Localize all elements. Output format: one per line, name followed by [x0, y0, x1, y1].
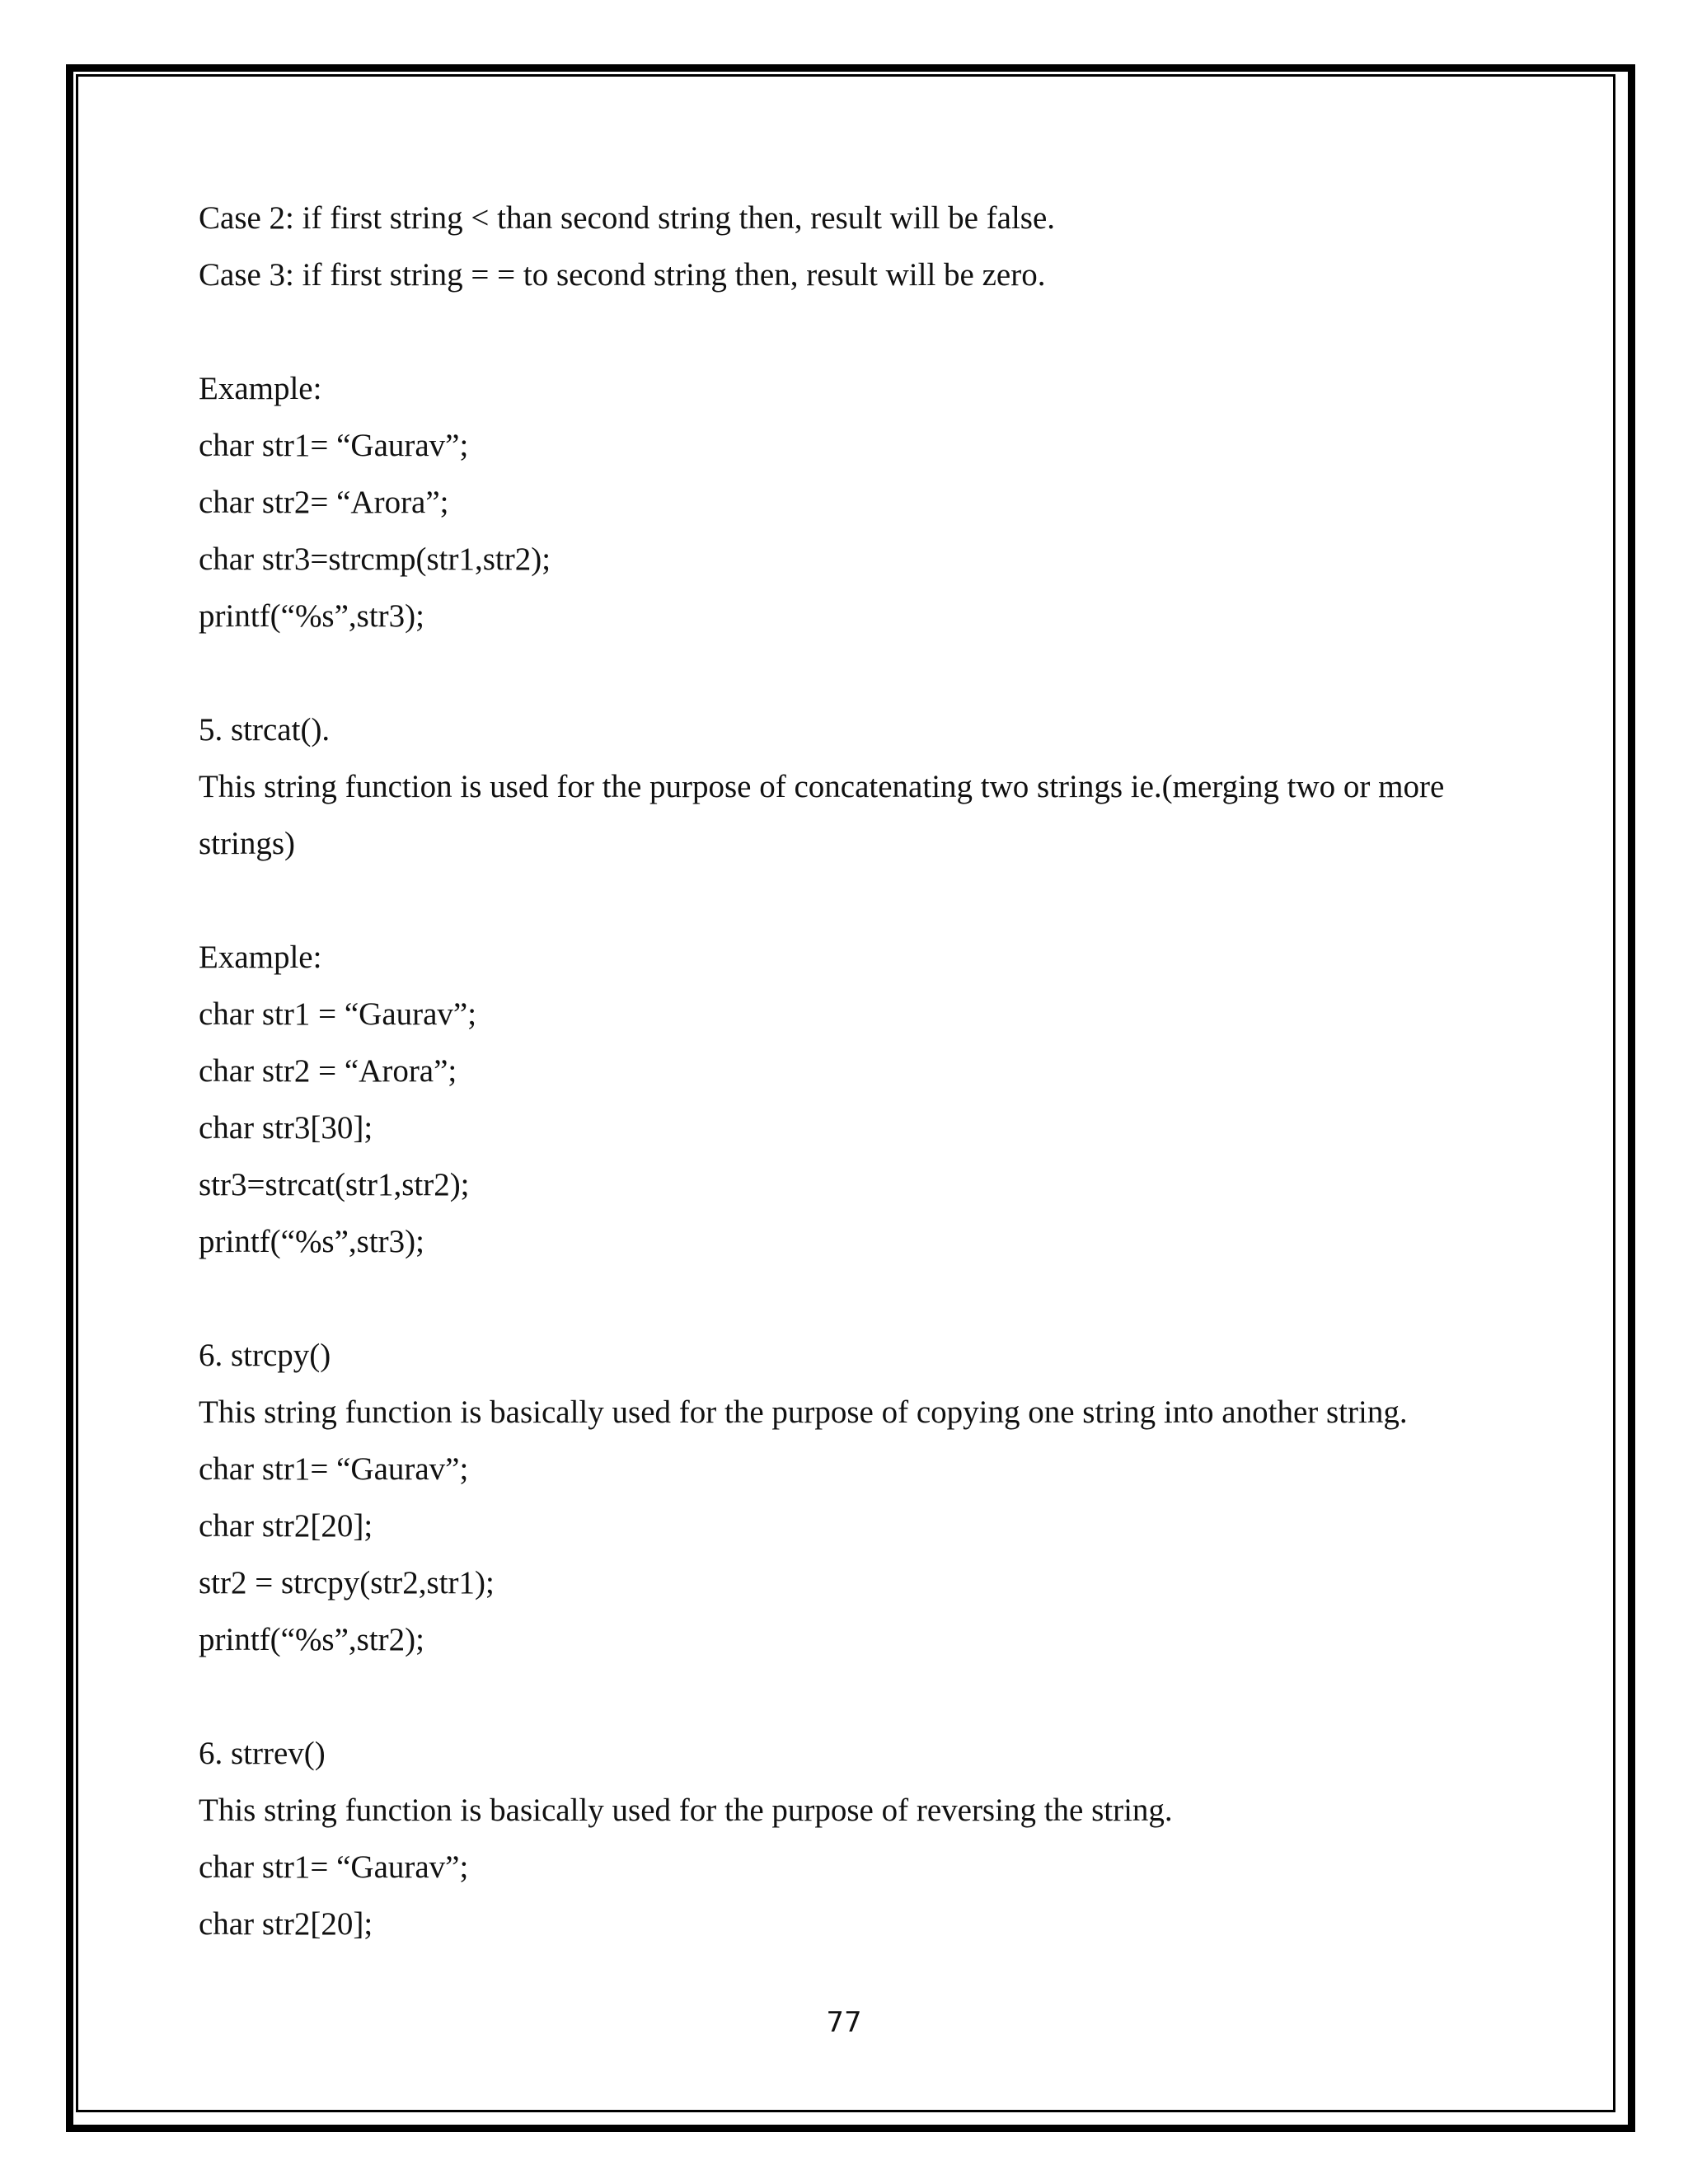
text-line: This string function is basically used for the purpose of copying one string into another string.	[199, 1394, 1408, 1430]
code-line: str3=strcat(str1,str2);	[199, 1167, 470, 1202]
text-line: strings)	[199, 826, 295, 861]
code-line: str2 = strcpy(str2,str1);	[199, 1565, 495, 1601]
section-strcmp-example	[199, 363, 1517, 647]
code-line: char str3[30];	[199, 1110, 373, 1146]
document-body	[199, 192, 1517, 1955]
code-line: char str2[20];	[199, 1508, 373, 1544]
code-line: char str2[20];	[199, 1906, 373, 1942]
section-strcpy	[199, 1329, 1517, 1671]
blank-line	[199, 874, 1517, 931]
code-line: char str2 = “Arora”;	[199, 1053, 457, 1089]
code-line: char str1= “Gaurav”;	[199, 428, 469, 463]
blank-line	[199, 647, 1517, 704]
code-line: char str2= “Arora”;	[199, 485, 449, 520]
text-line: This string function is basically used for the purpose of reversing the string.	[199, 1793, 1173, 1828]
code-line: char str1= “Gaurav”;	[199, 1451, 469, 1487]
section-strcat	[199, 704, 1517, 874]
code-line: char str1= “Gaurav”;	[199, 1849, 469, 1885]
text-line: Case 3: if first string = = to second string then, result will be zero.	[199, 257, 1046, 293]
section-heading: 6. strrev()	[199, 1736, 326, 1771]
section-strrev	[199, 1727, 1517, 1955]
text-line: Case 2: if first string < than second string then, result will be false.	[199, 200, 1056, 236]
section-cases	[199, 192, 1517, 306]
example-heading: Example:	[199, 371, 322, 406]
code-line: char str1 = “Gaurav”;	[199, 996, 477, 1032]
blank-line	[199, 1671, 1517, 1727]
code-line: printf(“%s”,str3);	[199, 1224, 424, 1259]
page-number: 77	[826, 2006, 862, 2039]
blank-line	[199, 1272, 1517, 1329]
section-strcat-example	[199, 931, 1517, 1272]
code-line: printf(“%s”,str3);	[199, 598, 424, 634]
section-heading: 5. strcat().	[199, 712, 331, 748]
text-line: This string function is used for the purpose of concatenating two strings ie.(merging two or more	[199, 769, 1445, 804]
section-heading: 6. strcpy()	[199, 1338, 331, 1373]
blank-line	[199, 306, 1517, 363]
code-line: char str3=strcmp(str1,str2);	[199, 541, 551, 577]
example-heading: Example:	[199, 940, 322, 975]
code-line: printf(“%s”,str2);	[199, 1622, 424, 1657]
